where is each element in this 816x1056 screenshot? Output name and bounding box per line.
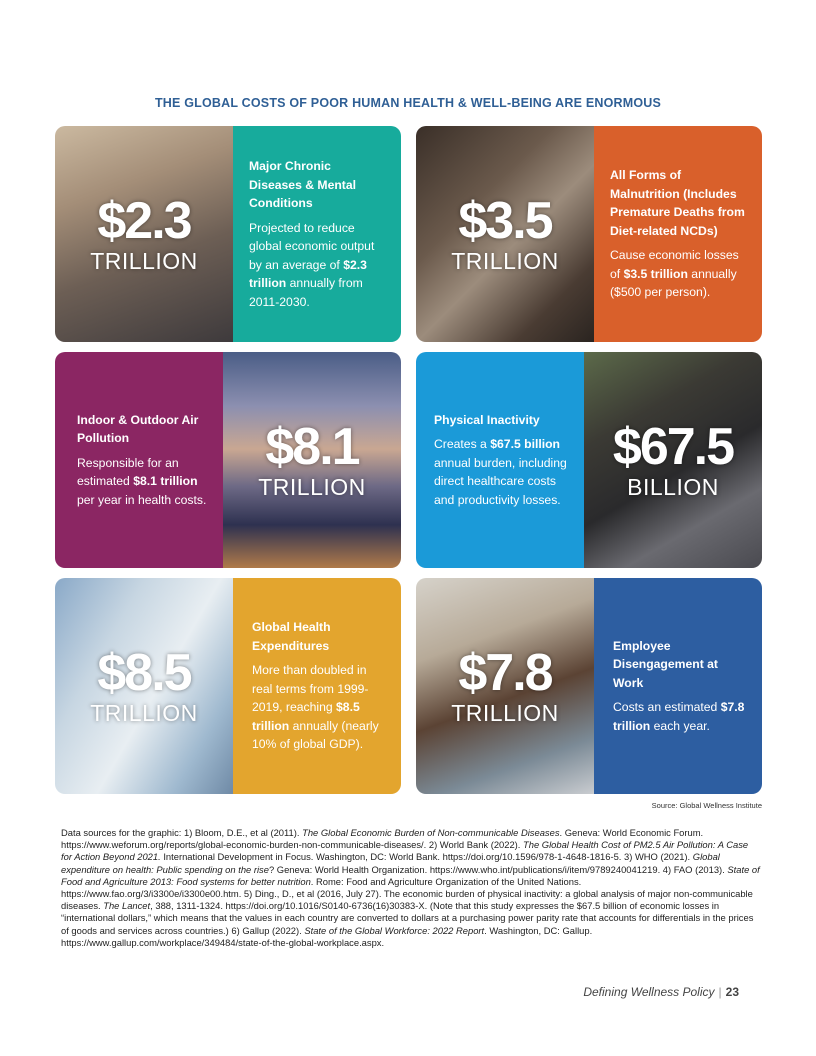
card-air-pollution xyxy=(55,352,401,568)
card-text xyxy=(594,126,762,342)
amount-value: $3.5 xyxy=(458,192,552,250)
footer-separator: | xyxy=(718,985,722,999)
page-footer xyxy=(583,985,739,999)
amount-unit: BILLION xyxy=(627,474,719,500)
publication-title: Defining Wellness Policy xyxy=(583,985,715,999)
card-body: Creates a $67.5 billion annual burden, including direct healthcare costs and productivity losses. xyxy=(434,437,567,507)
card-body: Responsible for an estimated $8.1 trillion per year in health costs. xyxy=(77,455,207,507)
card-heading: Global Health Expenditures xyxy=(252,620,331,653)
amount-unit: TRILLION xyxy=(90,248,198,274)
amount-block xyxy=(416,126,594,342)
card-heading: All Forms of Malnutrition (Includes Premature Deaths from Diet-related NCDs) xyxy=(610,168,745,238)
card-body: Costs an estimated $7.8 trillion each year. xyxy=(613,700,745,733)
card-chronic-diseases xyxy=(55,126,401,342)
card-malnutrition xyxy=(416,126,762,342)
amount-block xyxy=(223,352,401,568)
amount-block xyxy=(584,352,762,568)
amount-value: $8.1 xyxy=(265,418,359,476)
amount-block xyxy=(55,126,233,342)
amount-block xyxy=(416,578,594,794)
card-text xyxy=(594,578,762,794)
amount-value: $67.5 xyxy=(612,418,734,476)
card-physical-inactivity xyxy=(416,352,762,568)
amount-value: $2.3 xyxy=(97,192,191,250)
page-number: 23 xyxy=(725,985,739,999)
amount-unit: TRILLION xyxy=(90,700,198,726)
card-text xyxy=(416,352,584,568)
amount-value: $8.5 xyxy=(97,644,191,702)
card-body: Cause economic losses of $3.5 trillion annually ($500 per person). xyxy=(610,248,739,300)
card-health-expenditures xyxy=(55,578,401,794)
card-heading: Employee Disengagement at Work xyxy=(613,638,718,690)
card-body: More than doubled in real terms from 1999-2019, reaching $8.5 trillion annually (nearly 10% of global GDP). xyxy=(252,663,379,752)
amount-value: $7.8 xyxy=(458,644,552,702)
card-employee-disengagement xyxy=(416,578,762,794)
page-title: THE GLOBAL COSTS OF POOR HUMAN HEALTH & WELL-BEING ARE ENORMOUS xyxy=(154,96,662,110)
amount-block xyxy=(55,578,233,794)
card-text xyxy=(233,578,401,794)
data-sources: Data sources for the graphic: 1) Bloom, D.E., et al (2011). The Global Economic Burden of Non-communicable Diseases. Geneva: World Economic Forum. https://www.weforum.org/reports/global-economic-burden-non-communicable-diseases/. 2) World Bank (2022). The Global Health Cost of PM2.5 Air Pollution: A Case for Action Beyond 2021. International Development in Focus. Washington, DC: World Bank. https://doi.org/10.1596/978-1-4648-1816-5. 3) WHO (2021). Global expenditure on health: Public spending on the rise? Geneva: World Health Organization. https://www.who.int/publications/i/item/9789240041219. 4) FAO (2013). State of Food and Agriculture 2013: Food systems for better nutrition. Rome: Food and Agriculture Organization of the United Nations. https://www.fao.org/3/i3300e/i3300e00.htm. 5) Ding., D., et al (2016, July 27). The economic burden of physical inactivity: a global analysis of major non-communicable diseases. The Lancet, 388, 1311-1324. https://doi.org/10.1016/S0140-6736(16)30383-X. (Note that this study expresses the $67.5 billion of economic losses in “international dollars,” which means that the values in each country are converted to dollars at a purchasing power parity rate that accounts for differentials in the prices of goods and services across countries.) 6) Gallup (2022). State of the Global Workforce: 2022 Report. Washington, DC: Gallup. https://www.gallup.com/workplace/349484/state-of-the-global-workplace.aspx. xyxy=(61,827,760,948)
amount-unit: TRILLION xyxy=(451,248,559,274)
card-heading: Major Chronic Diseases & Mental Conditions xyxy=(249,159,357,210)
card-text xyxy=(233,126,401,342)
card-text xyxy=(55,352,223,568)
card-heading: Indoor & Outdoor Air Pollution xyxy=(77,412,199,446)
source-credit: Source: Global Wellness Institute xyxy=(651,801,762,810)
amount-unit: TRILLION xyxy=(258,474,366,500)
amount-unit: TRILLION xyxy=(451,700,559,726)
card-body: Projected to reduce global economic output by an average of $2.3 trillion annually from 2011-2030. xyxy=(249,220,375,309)
card-heading: Physical Inactivity xyxy=(434,412,540,427)
